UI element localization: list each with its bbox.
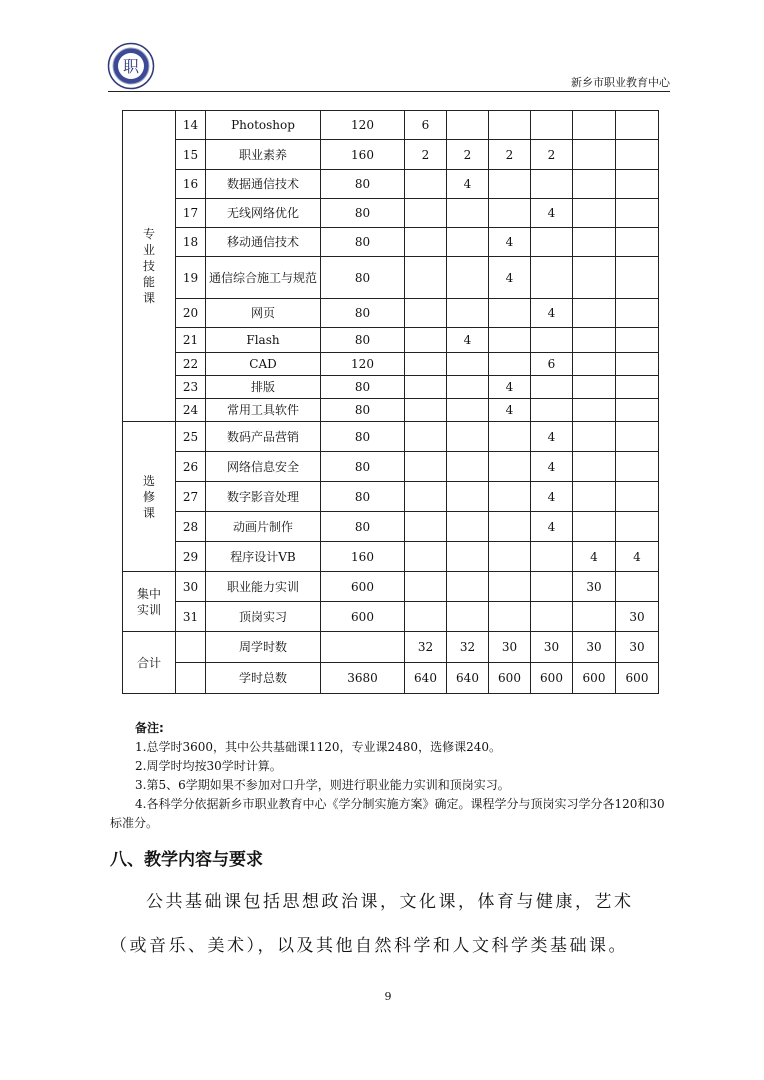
semester-cell: [447, 399, 489, 422]
semester-cell: 4: [531, 422, 573, 452]
course-no-cell: 15: [176, 140, 206, 170]
semester-cell: [489, 482, 531, 512]
course-hours-cell: 600: [321, 602, 405, 632]
semester-cell: [489, 353, 531, 376]
course-no-cell: [176, 632, 206, 663]
semester-cell: 4: [573, 542, 616, 572]
course-no-cell: 31: [176, 602, 206, 632]
semester-cell: [616, 170, 659, 199]
category-cell: [123, 572, 176, 632]
semester-cell: [489, 328, 531, 353]
semester-cell: 4: [489, 399, 531, 422]
course-name-cell: CAD: [206, 353, 321, 376]
note-line: 1.总学时3600，其中公共基础课1120，专业课2480，选修课240。: [135, 740, 501, 754]
course-no-cell: 28: [176, 512, 206, 542]
semester-cell: [447, 422, 489, 452]
semester-cell: 30: [489, 632, 531, 663]
category-cell: [123, 422, 176, 572]
semester-cell: [573, 170, 616, 199]
semester-cell: [447, 257, 489, 299]
table-row: [123, 663, 659, 694]
semester-cell: 2: [405, 140, 447, 170]
semester-cell: [531, 170, 573, 199]
semester-cell: [573, 399, 616, 422]
semester-cell: [447, 353, 489, 376]
header-org-name: 新乡市职业教育中心: [571, 76, 670, 89]
body-paragraph: 公共基础课包括思想政治课，文化课，体育与健康，艺术（或音乐、美术），以及其他自然科学和人文科学类基础课。: [110, 892, 634, 956]
semester-cell: [405, 602, 447, 632]
semester-cell: 4: [489, 257, 531, 299]
semester-cell: [573, 376, 616, 399]
semester-cell: [405, 170, 447, 199]
semester-cell: 4: [447, 328, 489, 353]
semester-cell: [573, 422, 616, 452]
semester-cell: [616, 482, 659, 512]
semester-cell: [405, 376, 447, 399]
table-row: [123, 299, 659, 328]
course-no-cell: 20: [176, 299, 206, 328]
semester-cell: [447, 542, 489, 572]
semester-cell: [405, 542, 447, 572]
semester-cell: [616, 512, 659, 542]
course-hours-cell: 80: [321, 452, 405, 482]
course-hours-cell: 80: [321, 399, 405, 422]
semester-cell: [405, 399, 447, 422]
note-line: 2.周学时均按30学时计算。: [135, 759, 282, 773]
table-row: [123, 632, 659, 663]
page-number: 9: [384, 990, 392, 1003]
semester-cell: [447, 228, 489, 257]
semester-cell: [573, 602, 616, 632]
course-no-cell: 21: [176, 328, 206, 353]
semester-cell: [531, 602, 573, 632]
semester-cell: [573, 299, 616, 328]
semester-cell: [573, 199, 616, 228]
semester-cell: [616, 199, 659, 228]
semester-cell: 32: [447, 632, 489, 663]
semester-cell: [616, 111, 659, 140]
table-row: [123, 452, 659, 482]
table-row: [123, 422, 659, 452]
course-hours-cell: 120: [321, 353, 405, 376]
semester-cell: 2: [447, 140, 489, 170]
semester-cell: 30: [573, 632, 616, 663]
semester-cell: [616, 140, 659, 170]
semester-cell: [405, 422, 447, 452]
semester-cell: [573, 512, 616, 542]
table-row: [123, 482, 659, 512]
semester-cell: [405, 353, 447, 376]
course-name-cell: 无线网络优化: [206, 199, 321, 228]
course-hours-cell: 80: [321, 199, 405, 228]
semester-cell: [489, 452, 531, 482]
course-name-cell: 数字影音处理: [206, 482, 321, 512]
category-char: 集中: [136, 586, 161, 601]
course-name-cell: 职业素养: [206, 140, 321, 170]
course-hours-cell: 80: [321, 482, 405, 512]
course-name-cell: 顶岗实习: [206, 602, 321, 632]
course-no-cell: 17: [176, 199, 206, 228]
course-name-cell: 网页: [206, 299, 321, 328]
semester-cell: [447, 376, 489, 399]
semester-cell: 4: [531, 512, 573, 542]
semester-cell: [405, 512, 447, 542]
course-hours-cell: 80: [321, 299, 405, 328]
notes-title: 备注:: [135, 721, 164, 735]
table-row: [123, 542, 659, 572]
course-no-cell: 30: [176, 572, 206, 602]
semester-cell: [616, 299, 659, 328]
category-char: 课: [142, 505, 155, 520]
note-line: 4.各科学分依据新乡市职业教育中心《学分制实施方案》确定。课程学分与顶岗实习学分各120和30标准分。: [110, 797, 665, 830]
course-no-cell: 14: [176, 111, 206, 140]
semester-cell: [531, 399, 573, 422]
table-row: [123, 228, 659, 257]
semester-cell: [531, 111, 573, 140]
semester-cell: [447, 602, 489, 632]
course-name-cell: 职业能力实训: [206, 572, 321, 602]
total-hours-cell: [321, 632, 405, 663]
semester-cell: [447, 572, 489, 602]
table-row: [123, 140, 659, 170]
semester-cell: [573, 228, 616, 257]
semester-cell: [447, 199, 489, 228]
course-no-cell: 23: [176, 376, 206, 399]
semester-cell: [405, 199, 447, 228]
category-char: 能: [142, 275, 155, 289]
course-no-cell: 18: [176, 228, 206, 257]
table-row: [123, 111, 659, 140]
semester-cell: 30: [573, 572, 616, 602]
course-hours-cell: 600: [321, 572, 405, 602]
category-char: 技: [142, 259, 155, 273]
table-row: [123, 353, 659, 376]
curriculum-table: [122, 110, 659, 694]
course-name-cell: Photoshop: [206, 111, 321, 140]
notes: [110, 719, 670, 833]
semester-cell: 4: [447, 170, 489, 199]
course-no-cell: 19: [176, 257, 206, 299]
header-rule: [108, 91, 670, 92]
course-no-cell: 22: [176, 353, 206, 376]
course-hours-cell: 80: [321, 257, 405, 299]
semester-cell: [405, 328, 447, 353]
semester-cell: [573, 328, 616, 353]
semester-cell: [531, 542, 573, 572]
semester-cell: [573, 353, 616, 376]
semester-cell: [405, 572, 447, 602]
course-name-cell: 数码产品营销: [206, 422, 321, 452]
table-row: [123, 512, 659, 542]
semester-cell: [573, 257, 616, 299]
course-no-cell: 27: [176, 482, 206, 512]
semester-cell: [489, 422, 531, 452]
semester-cell: [489, 602, 531, 632]
semester-cell: 640: [405, 663, 447, 694]
semester-cell: 30: [531, 632, 573, 663]
semester-cell: 4: [531, 199, 573, 228]
category-cell: [123, 111, 176, 422]
semester-cell: [531, 572, 573, 602]
semester-cell: [531, 228, 573, 257]
total-label-cell: 合计: [123, 632, 176, 694]
semester-cell: [616, 399, 659, 422]
semester-cell: [489, 199, 531, 228]
semester-cell: 4: [531, 299, 573, 328]
course-no-cell: 24: [176, 399, 206, 422]
course-no-cell: 26: [176, 452, 206, 482]
logo-text: 职: [122, 57, 140, 76]
category-char: 业: [142, 243, 155, 257]
semester-cell: [489, 299, 531, 328]
semester-cell: [616, 228, 659, 257]
semester-cell: [616, 353, 659, 376]
semester-cell: 600: [616, 663, 659, 694]
semester-cell: 6: [531, 353, 573, 376]
semester-cell: 6: [405, 111, 447, 140]
semester-cell: [447, 512, 489, 542]
semester-cell: [616, 452, 659, 482]
semester-cell: 30: [616, 632, 659, 663]
semester-cell: [616, 376, 659, 399]
semester-cell: [573, 140, 616, 170]
course-no-cell: 25: [176, 422, 206, 452]
table-row: [123, 257, 659, 299]
semester-cell: [531, 328, 573, 353]
course-hours-cell: 120: [321, 111, 405, 140]
course-name-cell: 通信综合施工与规范: [206, 257, 321, 299]
total-row-name-cell: 学时总数: [206, 663, 321, 694]
course-no-cell: 16: [176, 170, 206, 199]
course-name-cell: 排版: [206, 376, 321, 399]
course-hours-cell: 160: [321, 140, 405, 170]
semester-cell: [405, 299, 447, 328]
semester-cell: [447, 299, 489, 328]
course-hours-cell: 160: [321, 542, 405, 572]
semester-cell: [447, 452, 489, 482]
section-heading: 八、教学内容与要求: [110, 850, 263, 870]
course-name-cell: 常用工具软件: [206, 399, 321, 422]
semester-cell: [489, 572, 531, 602]
course-name-cell: 移动通信技术: [206, 228, 321, 257]
category-char: 选: [142, 473, 155, 488]
semester-cell: [405, 228, 447, 257]
table-row: [123, 376, 659, 399]
table-row: [123, 602, 659, 632]
course-hours-cell: 80: [321, 170, 405, 199]
semester-cell: [405, 452, 447, 482]
semester-cell: 600: [489, 663, 531, 694]
table-row: [123, 399, 659, 422]
semester-cell: 32: [405, 632, 447, 663]
semester-cell: [616, 257, 659, 299]
semester-cell: [489, 111, 531, 140]
semester-cell: [489, 512, 531, 542]
semester-cell: [573, 111, 616, 140]
semester-cell: 4: [489, 228, 531, 257]
total-hours-cell: 3680: [321, 663, 405, 694]
course-name-cell: Flash: [206, 328, 321, 353]
school-logo: [107, 42, 155, 90]
semester-cell: [616, 328, 659, 353]
course-hours-cell: 80: [321, 512, 405, 542]
course-hours-cell: 80: [321, 228, 405, 257]
semester-cell: 2: [531, 140, 573, 170]
category-char: 修: [142, 489, 155, 504]
note-line: 3.第5、6学期如果不参加对口升学，则进行职业能力实训和顶岗实习。: [135, 778, 510, 792]
semester-cell: [405, 482, 447, 512]
course-name-cell: 程序设计VB: [206, 542, 321, 572]
semester-cell: [489, 542, 531, 572]
semester-cell: 600: [531, 663, 573, 694]
semester-cell: [531, 257, 573, 299]
course-no-cell: 29: [176, 542, 206, 572]
course-hours-cell: 80: [321, 422, 405, 452]
semester-cell: [573, 452, 616, 482]
course-name-cell: 网络信息安全: [206, 452, 321, 482]
table-row: [123, 170, 659, 199]
semester-cell: 4: [531, 482, 573, 512]
semester-cell: 600: [573, 663, 616, 694]
semester-cell: [447, 482, 489, 512]
course-hours-cell: 80: [321, 328, 405, 353]
semester-cell: [573, 482, 616, 512]
semester-cell: [405, 257, 447, 299]
semester-cell: 30: [616, 602, 659, 632]
category-char: 课: [142, 291, 155, 305]
course-name-cell: 数据通信技术: [206, 170, 321, 199]
semester-cell: [447, 111, 489, 140]
semester-cell: 640: [447, 663, 489, 694]
semester-cell: [616, 422, 659, 452]
semester-cell: 4: [531, 452, 573, 482]
table-row: [123, 328, 659, 353]
semester-cell: 2: [489, 140, 531, 170]
total-row-name-cell: 周学时数: [206, 632, 321, 663]
semester-cell: [531, 376, 573, 399]
semester-cell: [616, 572, 659, 602]
semester-cell: 4: [489, 376, 531, 399]
table-row: [123, 572, 659, 602]
course-hours-cell: 80: [321, 376, 405, 399]
course-no-cell: [176, 663, 206, 694]
category-char: 专: [142, 227, 155, 241]
semester-cell: 4: [616, 542, 659, 572]
table-row: [123, 199, 659, 228]
course-name-cell: 动画片制作: [206, 512, 321, 542]
category-char: 实训: [136, 602, 161, 617]
semester-cell: [489, 170, 531, 199]
